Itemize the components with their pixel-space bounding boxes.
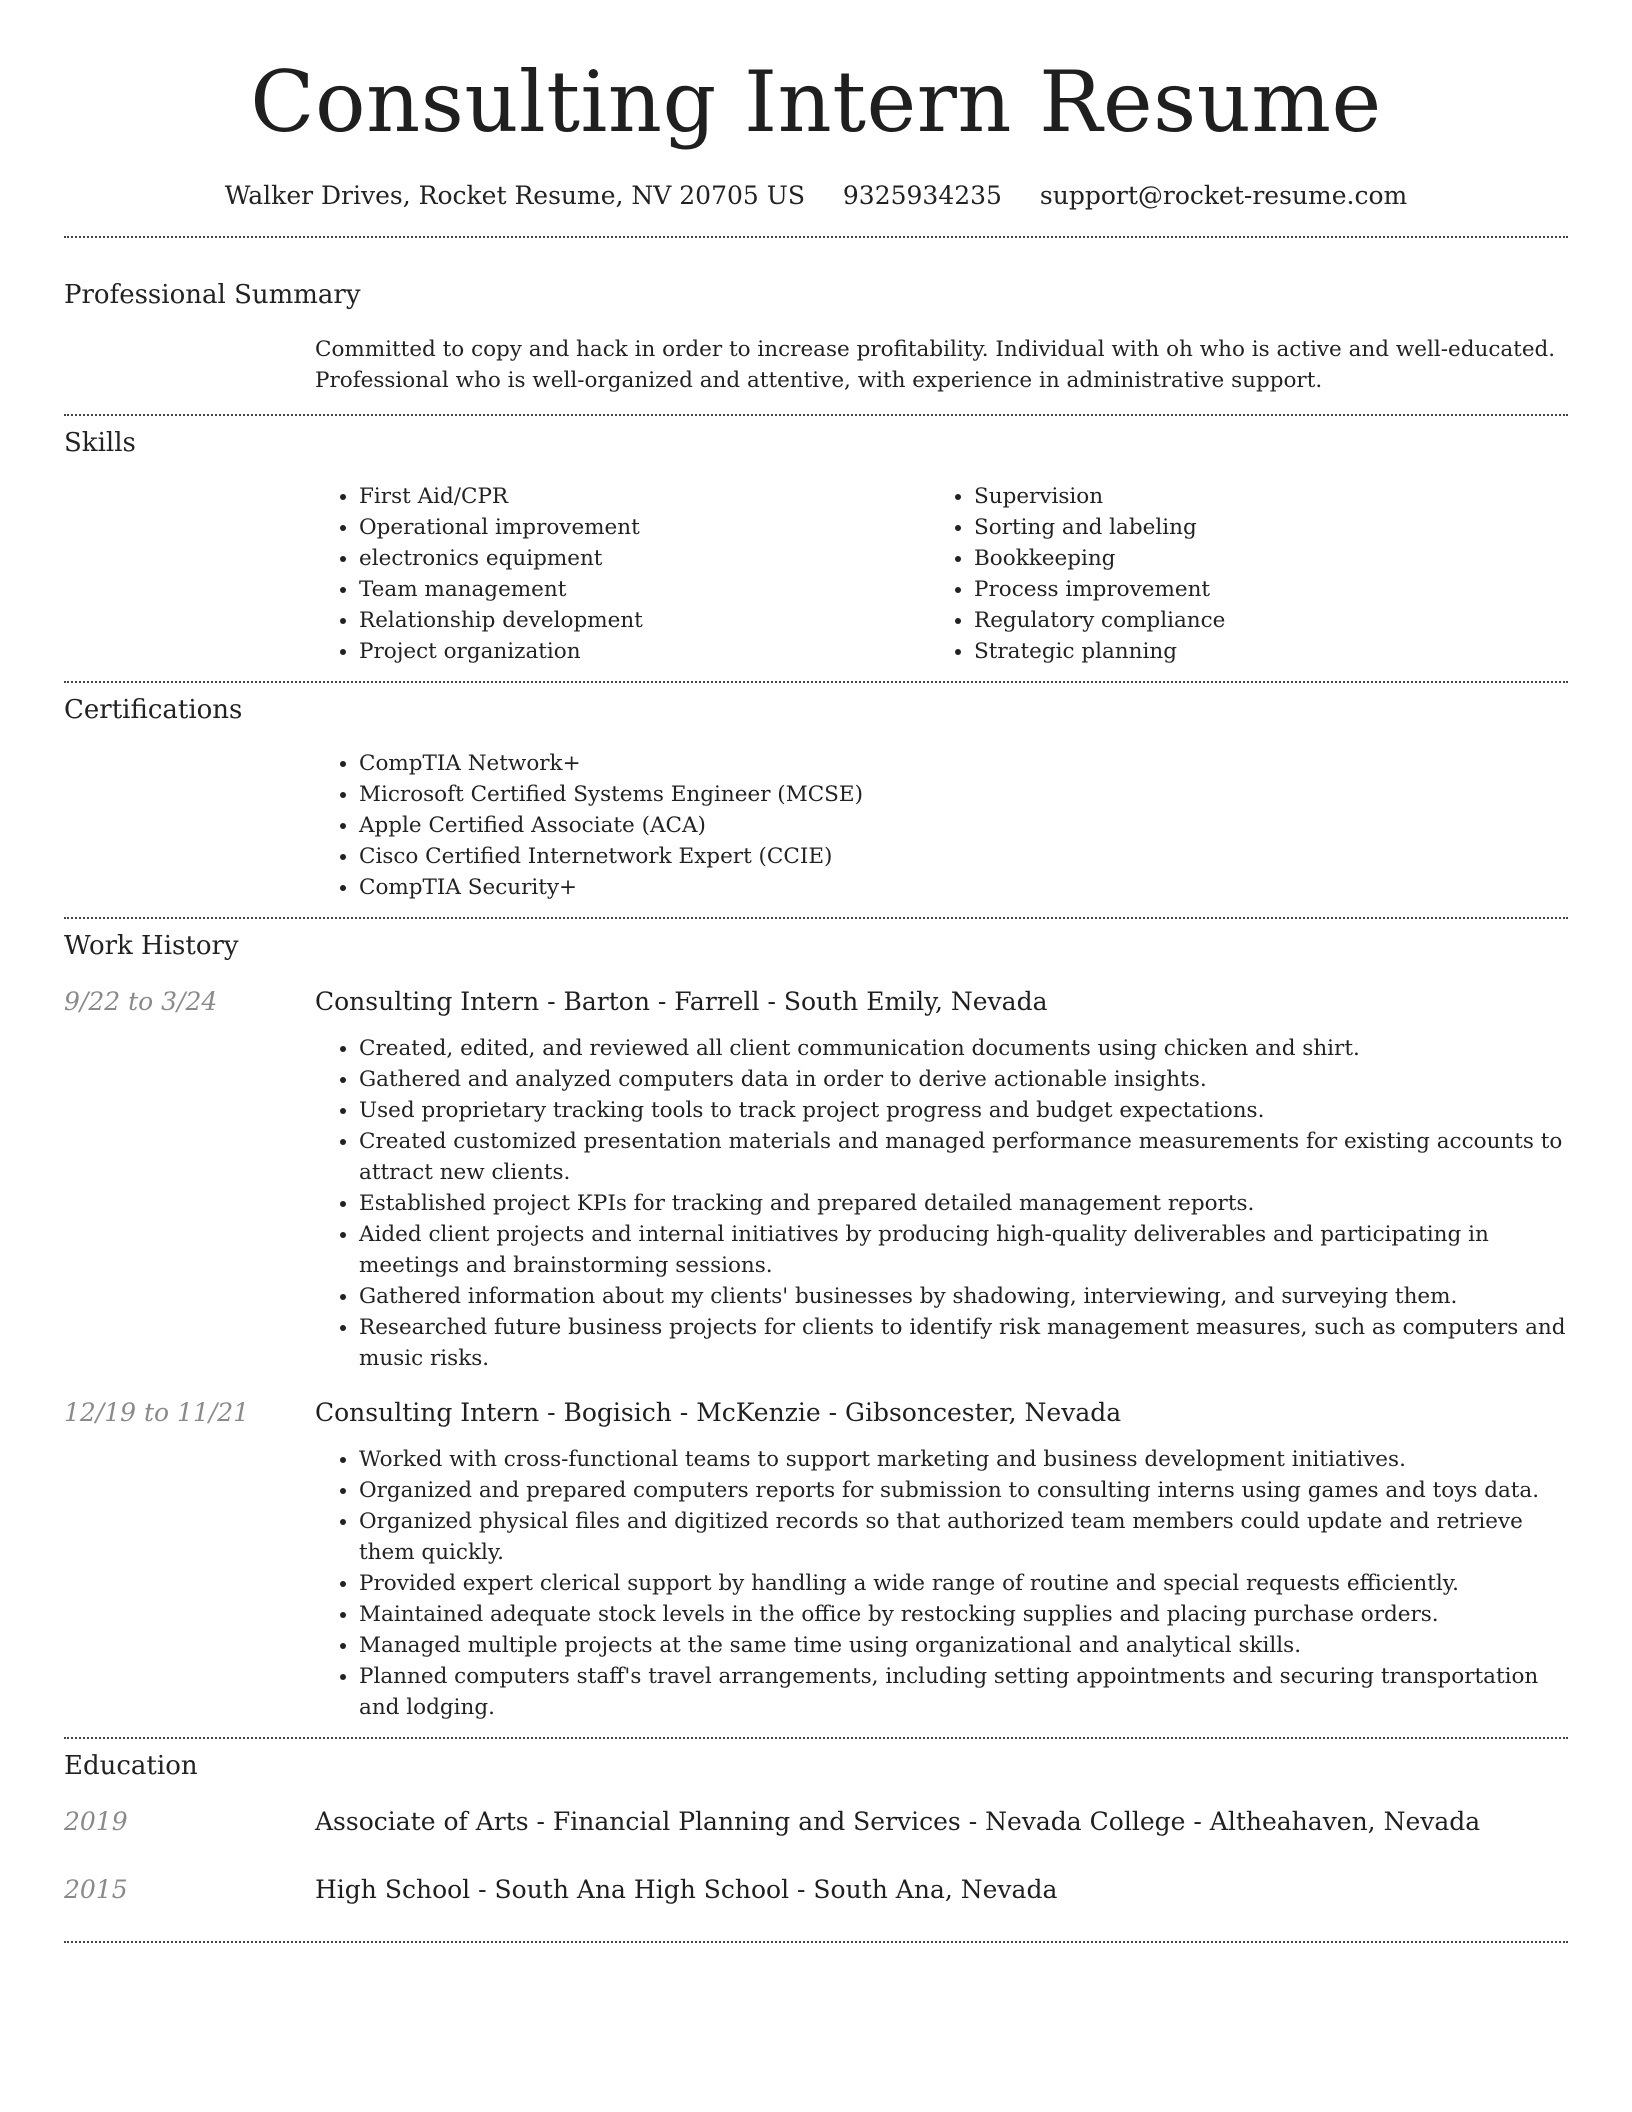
job-bullet-list <box>315 1033 1568 1374</box>
job-title: Consulting Intern - Barton - Farrell - South Emily, Nevada <box>315 987 1048 1016</box>
list-item: • Strategic planning <box>974 636 1568 667</box>
list-item: • Created, edited, and reviewed all client communication documents using chicken and shirt. <box>359 1033 1568 1064</box>
list-item: • Project organization <box>359 636 930 667</box>
list-item: • Process improvement <box>974 574 1568 605</box>
list-item: • Sorting and labeling <box>974 512 1568 543</box>
list-item: • Planned computers staff's travel arrangements, including setting appointments and securing transportation and lodging. <box>359 1661 1568 1723</box>
list-item: • Organized physical files and digitized records so that authorized team members could update and retrieve them quickly. <box>359 1506 1568 1568</box>
contact-email: support@rocket-resume.com <box>1039 181 1408 210</box>
certifications-section <box>64 683 1568 917</box>
list-item: • Gathered and analyzed computers data in order to derive actionable insights. <box>359 1064 1568 1095</box>
list-item: • Created customized presentation materials and managed performance measurements for existing accounts to attract new clients. <box>359 1126 1568 1188</box>
summary-heading: Professional Summary <box>64 280 361 310</box>
list-item: • CompTIA Network+ <box>359 748 1568 779</box>
education-text: High School - South Ana High School - South Ana, Nevada <box>315 1875 1058 1904</box>
list-item: • electronics equipment <box>359 543 930 574</box>
list-item: • Managed multiple projects at the same time using organizational and analytical skills. <box>359 1630 1568 1661</box>
skills-list-right <box>930 481 1568 667</box>
job-title: Consulting Intern - Bogisich - McKenzie - Gibsoncester, Nevada <box>315 1398 1122 1427</box>
work-heading: Work History <box>64 931 239 961</box>
skills-section <box>64 416 1568 681</box>
certifications-heading: Certifications <box>64 695 243 725</box>
skills-list-left <box>315 481 930 667</box>
skills-heading: Skills <box>64 428 136 458</box>
education-text: Associate of Arts - Financial Planning and Services - Nevada College - Altheahaven, Nevada <box>315 1807 1481 1836</box>
divider <box>64 1941 1568 1943</box>
list-item: • CompTIA Security+ <box>359 872 1568 903</box>
contact-address: Walker Drives, Rocket Resume, NV 20705 US <box>224 181 805 210</box>
list-item: • First Aid/CPR <box>359 481 930 512</box>
job-bullets <box>315 1444 1568 1723</box>
list-item: • Team management <box>359 574 930 605</box>
certifications-list <box>315 748 1568 903</box>
list-item: • Relationship development <box>359 605 930 636</box>
list-item: • Maintained adequate stock levels in the office by restocking supplies and placing purchase orders. <box>359 1599 1568 1630</box>
contact-phone: 9325934235 <box>842 181 1002 210</box>
work-section <box>64 919 1568 1737</box>
job-dates: 9/22 to 3/24 <box>64 987 218 1016</box>
list-item: • Researched future business projects for clients to identify risk management measures, such as computers and music risks. <box>359 1312 1568 1374</box>
certifications-body <box>315 748 1568 903</box>
list-item: • Apple Certified Associate (ACA) <box>359 810 1568 841</box>
education-entry <box>64 1805 1568 1873</box>
list-item: • Provided expert clerical support by handling a wide range of routine and special requests efficiently. <box>359 1568 1568 1599</box>
education-list <box>64 1805 1568 1941</box>
job-dates: 12/19 to 11/21 <box>64 1398 250 1427</box>
summary-text: Committed to copy and hack in order to increase profitability. Individual with oh who is active and well-educated. Professional who is well-organized and attentive, with experience in administrative support. <box>315 337 1556 393</box>
list-item: • Established project KPIs for tracking and prepared detailed management reports. <box>359 1188 1568 1219</box>
list-item: • Aided client projects and internal initiatives by producing high-quality deliverables and participating in meetings and brainstorming sessions. <box>359 1219 1568 1281</box>
education-year: 2015 <box>64 1875 128 1904</box>
resume-title: Consulting Intern Resume <box>250 53 1382 151</box>
list-item: • Worked with cross-functional teams to support marketing and business development initiatives. <box>359 1444 1568 1475</box>
job-bullet-list <box>315 1444 1568 1723</box>
education-year: 2019 <box>64 1807 128 1836</box>
list-item: • Used proprietary tracking tools to track project progress and budget expectations. <box>359 1095 1568 1126</box>
summary-section <box>64 238 1568 414</box>
list-item: • Supervision <box>974 481 1568 512</box>
list-item: • Operational improvement <box>359 512 930 543</box>
job-entry <box>64 985 1568 1374</box>
education-section <box>64 1739 1568 1941</box>
job-bullets <box>315 1033 1568 1374</box>
list-item: • Microsoft Certified Systems Engineer (MCSE) <box>359 779 1568 810</box>
contact-line <box>64 178 1568 214</box>
education-heading: Education <box>64 1751 198 1781</box>
list-item: • Cisco Certified Internetwork Expert (CCIE) <box>359 841 1568 872</box>
list-item: • Regulatory compliance <box>974 605 1568 636</box>
list-item: • Organized and prepared computers reports for submission to consulting interns using games and toys data. <box>359 1475 1568 1506</box>
skills-grid <box>315 481 1568 667</box>
list-item: • Gathered information about my clients' businesses by shadowing, interviewing, and surveying them. <box>359 1281 1568 1312</box>
list-item: • Bookkeeping <box>974 543 1568 574</box>
education-entry <box>64 1873 1568 1941</box>
job-entry <box>64 1396 1568 1723</box>
jobs-container <box>64 985 1568 1723</box>
